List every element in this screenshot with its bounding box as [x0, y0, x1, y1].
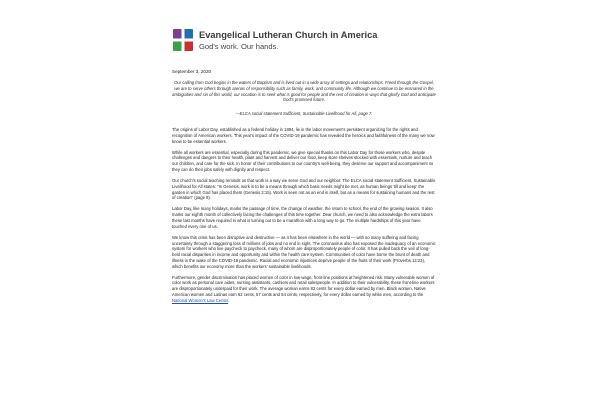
paragraph-last: [172, 275, 436, 304]
paragraph: The origins of Labor Day, established as a federal holiday in 1894, lie in the labor movement's persistent organizing for the rights and recognition of American workers. This year's impact of the COVID-19 pandemic has revealed the heroics and faithfulness of the many we now know to be essential workers.: [172, 127, 435, 144]
paragraph-last-end: .: [228, 297, 230, 303]
tagline: God's work. Our hands.: [199, 42, 279, 51]
org-name: Evangelical Lutheran Church in America: [199, 30, 378, 40]
paragraph: Labor Day, like many holidays, marks the passage of time, the change of weather, the return to school, the end of the growing season. It also marks our eighth month of collectively facing the challenges of this time together. Dear church, we need to also acknowledge the extra labors these last months have required in what is turning out to be a marathon with a long way to go. The multiple hardships of this year have touched every one of us.: [172, 206, 433, 229]
letterhead: [172, 28, 472, 56]
paragraph: While all workers are essential, especially during this pandemic, we give special thanks on this Labor Day for those workers who, despite challenges and dangers to their health, plant and harvest and deliver our food, keep store shelves stocked with essentials, nurture and teach our children, and care for the sick. In honor of their contributions to our country's well-being, they deserve our support and accompaniment so they can do their jobs safely with dignity and respect.: [172, 149, 434, 172]
paragraph: Our church's social teaching reminds us that work is a way we serve God and our neighbor. The ELCA social statement Sufficient, Sustainable Livelihood for All states: "In Genesis, work is to be a means through which basic needs might be met, as human beings 'till and keep' the garden in which God has placed them (Genesis 2:15). Work is seen not as an end in itself, but as a means for sustaining humans and the rest of creation" (page 8).: [172, 177, 436, 201]
elca-cross-logo-icon: [172, 28, 194, 52]
opening-quote: Our calling from God begins in the waters of Baptism and is lived out in a wide array of settings and relationships. Freed through the Gospel, we are to serve others through arenas of responsibility such as family, work, and community life. Although we continue to be ensnared in the ambiguities and sin of this world, our vocation is to seek what is good for people and the rest of creation in ways that glorify God and anticipate God's promised future.: [172, 80, 436, 103]
quote-attribution: —ELCA social statement Sufficient, Sustainable Livelihood for All, page 7.: [235, 111, 373, 116]
paragraph: We know this crisis has been disruptive and destructive — as it has been elsewhere in the world — with so many suffering and facing uncertainty through a staggering loss of millions of jobs and no end in sight. The coronavirus also has exposed the inadequacy of an economic system for workers who live paycheck to paycheck, many of whom are disproportionately people of color. It has pulled back the veil of long-held racial disparities in income and opportunity and within the health care system. Communities of color have borne the brunt of death and illness in the wake of the COVID-19 pandemic. Racial and economic injustices deprive people of the fruits of their work (Proverbs 13:23), which benefits our economy more than the workers' sustainable livelihoods.: [172, 234, 436, 269]
letter-body: [172, 127, 436, 309]
paragraph-last-text: Furthermore, gender discrimination has placed women of color in low-wage, front-line positions at heightened risk. Many vulnerable women of color work as personal care aides, nursing assistants, cashiers and retail salespeople. In addition to their vulnerability, these front-line workers are disproportionately underpaid for their work. The average woman earns 82 cents for every dollar earned by men. Black women, Native American women and Latinas earn 62 cents, 57 cents and 54 cents, respectively, for every dollar earned by white men, according to the: [172, 274, 435, 298]
nwlc-link[interactable]: National Women's Law Center: [172, 297, 229, 303]
letter-date: September 3, 2020: [172, 69, 212, 74]
